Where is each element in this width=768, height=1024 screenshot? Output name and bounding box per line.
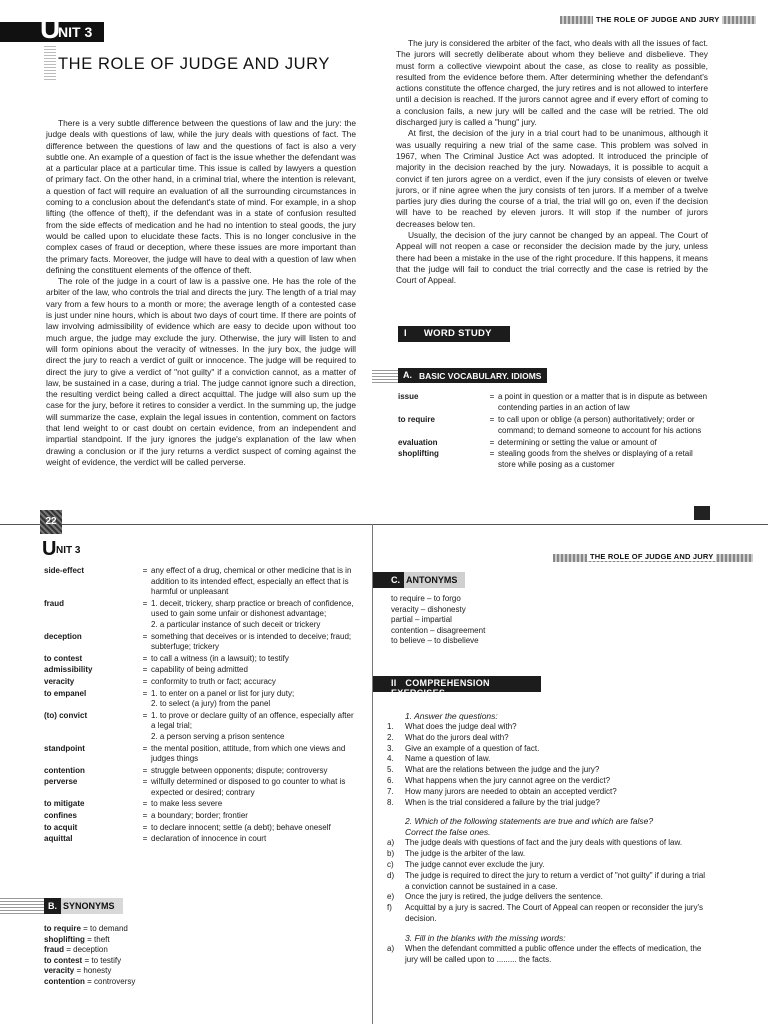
question-number: 3. <box>387 743 394 753</box>
section-number: I <box>404 328 407 339</box>
equals-sign: = <box>142 799 148 809</box>
section-title: WORD STUDY <box>423 328 492 339</box>
vocab-def: conformity to truth or fact; accuracy <box>151 676 276 686</box>
vocab-entry <box>44 744 359 765</box>
vocab-def: to declare innocent; settle (a debt); behave oneself <box>151 822 331 832</box>
antonyms-heading <box>373 572 465 588</box>
vocab-term: issue <box>398 392 419 401</box>
synonym-entry: shoplifting = theft <box>44 934 110 944</box>
question-number: a) <box>387 943 395 953</box>
equals-sign: = <box>142 765 148 775</box>
vocab-entry <box>44 777 359 798</box>
vocab-entry <box>44 566 359 598</box>
paragraph: The role of the judge in a court of law is a passive one. He has the role of the arbiter of the law, who controls the trial and directs the jury. The length of a trial may vary from a few hours to a month or more; the average length of a contested case is just under nine hours, which is about two days of court time. If there are points of law involving admissibility of evidence which are easy to decide upon without too much argue, the judge may exclude the jury. Otherwise, the jury will listen to and will form opinions about the veracity of witnesses. In the jury box, the judge will direct the jury to reach a verdict of guilt or innocence. The judge will be required to direct the jury to give a verdict of "not guilty" if a conviction cannot, as a matter of law, be sustained in a case, during a trial. The judge cannot ignore such a direction, the resulting verdict being called a direct acquittal. The judge will also sum up the case for the jury, before it retires to consider a verdict. In the summing up, the judge will summarize the case, explain the legal issues in contention, comment on factors that lend weight to or cast doubt on certain evidence, from an independent and impartial standpoint. If the jury ignores the judge's explanation of the law when drawing a conclusion or if the jury returns a verdict suspect of coming against the weight of evidence, the verdict will be called perverse. <box>46 276 356 467</box>
vocab-entry: shoplifting = stealing goods from the shelves or displaying of a retail store while posing as a customer <box>398 449 710 470</box>
question-number: 8. <box>387 797 394 807</box>
question-number: 6. <box>387 775 394 785</box>
equals-sign: = <box>142 653 148 663</box>
vocab-def: any effect of a drug, chemical or other medicine that is in addition to its intended effect, especially an effect that is harmful or unpleasant <box>151 566 352 597</box>
question-item <box>387 849 707 860</box>
vocab-def: to call a witness (in a lawsuit); to testify <box>151 653 289 663</box>
antonym-entry: to believe – to disbelieve <box>391 636 479 645</box>
vocab-def: 1. to prove or declare guilty of an offence, especially after a legal trial; 2. a person serving a prison sentence <box>151 710 354 741</box>
vocab-term: aquittal <box>44 834 73 844</box>
exercise-1-list <box>387 722 707 808</box>
vocab-list-top <box>398 392 710 470</box>
vocab-term: deception <box>44 631 82 641</box>
question-number: d) <box>387 870 395 880</box>
question-text: The judge deals with questions of fact and the jury deals with questions of law. <box>405 838 683 848</box>
vocab-def: something that deceives or is intended to deceive; fraud; subterfuge; trickery <box>151 631 352 652</box>
syn-title: SYNONYMS <box>63 901 115 911</box>
syn-letter: B. <box>48 901 57 911</box>
question-item <box>387 798 707 809</box>
vocab-entry <box>44 599 359 631</box>
vocab-def: stealing goods from the shelves or displaying of a retail store while posing as a customer <box>498 448 693 469</box>
question-text: The judge is the arbiter of the law. <box>405 849 526 859</box>
question-text: Give an example of a question of fact. <box>405 743 540 753</box>
question-number: 1. <box>387 722 394 731</box>
running-header: THE ROLE OF JUDGE AND JURY <box>593 15 722 24</box>
vocab-def: determining or setting the value or amount of <box>498 438 657 448</box>
equals-sign: = <box>142 566 148 575</box>
vocab-term: perverse <box>44 777 78 787</box>
antonym-entry: contention – disagreement <box>391 625 486 635</box>
paragraph: At first, the decision of the jury in a trial court had to be unanimous, although it was usually requiring a new trial of the same case. This problem was solved in 1967, when The Criminal Justice Act was adopted. It introduced the principle of majority in the decision reached by the jury. Nowadays, it is possible to acquit a convict if ten jurors agree on a verdict, even if the jury consists of eleven or twelve jurors, or if nine agree when the jury consists of ten jurors. If a member of a twelve parties jury dies during the course of a trial, the trial will go on, even if the decision will have to be reached by eleven jurors. It will stop if the number of jurors decreases below ten. <box>396 128 708 229</box>
question-number: f) <box>387 903 392 913</box>
left-column <box>46 118 356 468</box>
unit-initial: U <box>40 13 61 44</box>
vocab-term: confines <box>44 811 77 821</box>
vocab-entry <box>44 711 359 743</box>
bottom-right-page <box>373 524 768 1024</box>
synonym-entry: to require = to demand <box>44 924 128 933</box>
word-study-heading <box>398 326 510 342</box>
synonym-entry: fraud = deception <box>44 945 108 954</box>
question-item <box>387 754 707 765</box>
section-number: II <box>391 678 397 688</box>
page-title: THE ROLE OF JUDGE AND JURY <box>58 55 331 73</box>
synonym-entry: veracity = honesty <box>44 966 112 975</box>
vocab-term: to mitigate <box>44 799 85 809</box>
equals-sign: = <box>142 631 148 641</box>
question-item <box>387 903 707 925</box>
question-item <box>387 733 707 744</box>
vocab-def: 1. to enter on a panel or list for jury duty; 2. to select (a jury) from the panel <box>151 688 295 709</box>
vocab-def: to make less severe <box>151 799 223 809</box>
paragraph: There is a very subtle difference between the questions of law and the jury: the judge deals with questions of law, while the jury deals with questions of fact. The difference between the questions of law and the questions of fact is also a very subtle one. An example of a question of fact is the issue whether the defendant was at a particular place at a particular time. This issue is called by lawyers a question of primary fact. On the other hand, in a criminal trial, where the intention is relevant, a question of fact will require an evaluation of all the surrounding circumstances in coming to a conclusion about the defendant's state of mind. For example, in a shop lifting (the offence of theft), if the defendant was in a state of confusion resulted from the side effects of medication and he had no intention to steal goods, the jury would be called upon to elucidate these facts. This is no longer conclusive in the complex cases of fraud or deception, where these issues are more important than the primary facts. Moreover, the judge will have to deal with a question of law when defining the constituent elements of the offence of theft. <box>46 118 356 275</box>
equals-sign: = <box>142 822 148 832</box>
question-item <box>387 944 707 966</box>
vocab-def: the mental position, attitude, from which one views and judges things <box>151 743 346 764</box>
question-text: Name a question of law. <box>405 754 491 764</box>
vocab-term: evaluation <box>398 438 438 448</box>
vocab-def: wilfully determined or disposed to go counter to what is expected or desired; contrary <box>151 777 346 797</box>
vocab-entry: to require = to call upon or oblige (a person) authoritatively; order or command; to demand someone to account for his actions <box>398 415 710 436</box>
question-number: 5. <box>387 765 394 775</box>
vocab-def: struggle between opponents; dispute; controversy <box>151 765 328 775</box>
question-item <box>387 722 707 733</box>
question-item <box>387 838 707 849</box>
vocab-def: 1. deceit, trickery, sharp practice or breach of confidence, used to gain some unfair or dishonest advantage; 2. a particular instance of such deceit or trickery <box>151 598 354 629</box>
vocab-list-body <box>44 566 359 845</box>
vocab-def: capability of being admitted <box>151 665 248 675</box>
vocab-entry <box>44 799 359 810</box>
vocab-entry <box>44 834 359 845</box>
equals-sign: = <box>142 676 148 686</box>
question-number: b) <box>387 849 395 859</box>
bottom-left-page <box>0 516 372 1024</box>
question-item <box>387 871 707 893</box>
running-header: THE ROLE OF JUDGE AND JURY <box>587 552 716 561</box>
vocab-term: to acquit <box>44 822 78 832</box>
vocab-def: a boundary; border; frontier <box>151 811 248 821</box>
question-item <box>387 765 707 776</box>
antonym-entry: partial – impartial <box>391 615 452 624</box>
question-item <box>387 787 707 798</box>
vocab-entry <box>44 665 359 676</box>
right-column <box>396 38 708 287</box>
vocab-def: a point in question or a matter that is in dispute as between contending parties in an action of law <box>498 392 708 412</box>
page-number <box>40 510 62 534</box>
question-number: 7. <box>387 786 394 796</box>
question-text: How many jurors are needed to obtain an accepted verdict? <box>405 786 617 796</box>
question-item <box>387 860 707 871</box>
question-number: 4. <box>387 754 394 764</box>
vocab-def: declaration of innocence in court <box>151 834 267 844</box>
vocab-entry <box>44 689 359 710</box>
vocab-heading <box>372 368 547 383</box>
question-text: The judge is required to direct the jury to return a verdict of "not guilty" if during a trial a conviction cannot be sustained in a case. <box>405 870 706 891</box>
equals-sign: = <box>142 834 148 844</box>
paragraph: Usually, the decision of the jury cannot be changed by an appeal. The Court of Appeal will not reopen a case or reconsider the decision made by the jury, unless there had been a mistake in the use of the right procedure. If this happens, it means that the judge will fail to conduct the trial correctly and the case is retried by the Court of Appeal. <box>396 230 708 286</box>
vocab-def: to call upon or oblige (a person) authoritatively; order or command; to demand someone to account for his actions <box>498 415 702 435</box>
equals-sign: = <box>142 811 148 821</box>
vocab-term: standpoint <box>44 743 85 753</box>
question-text: What do the jurors deal with? <box>405 732 509 742</box>
vocab-entry: issue = a point in question or a matter that is in dispute as between contending parties in an action of law <box>398 392 710 413</box>
equals-sign: = <box>142 598 148 608</box>
vocab-term: veracity <box>44 676 75 686</box>
antonym-entry: to require – to forgo <box>391 594 461 603</box>
antonym-list <box>391 594 651 647</box>
vocab-term: side-effect <box>44 566 85 575</box>
equals-sign: = <box>142 777 148 787</box>
ant-letter: C. <box>391 575 400 585</box>
vocab-entry <box>44 766 359 777</box>
synonym-entry: to contest = to testify <box>44 955 122 965</box>
question-number: e) <box>387 892 395 902</box>
unit-label: NIT 3 <box>56 545 81 556</box>
equals-sign: = <box>142 743 148 753</box>
unit-label: NIT 3 <box>58 24 93 40</box>
exercises <box>387 710 707 965</box>
question-number: a) <box>387 838 395 848</box>
vocab-term: (to) convict <box>44 710 88 720</box>
question-item <box>387 744 707 755</box>
comprehension-heading <box>373 676 541 698</box>
question-text: When is the trial considered a failure by the trial judge? <box>405 797 600 807</box>
question-text: What does the judge deal with? <box>405 722 517 731</box>
vocab-entry <box>44 677 359 688</box>
question-number: 2. <box>387 732 394 742</box>
question-item <box>387 892 707 903</box>
vocab-entry <box>44 632 359 653</box>
vocab-entry: evaluation = determining or setting the value or amount of <box>398 438 710 449</box>
antonym-entry: veracity – dishonesty <box>391 604 466 614</box>
question-text: When the defendant committed a public offence under the effects of medication, the jury will be called upon to ......... the facts. <box>405 943 702 964</box>
fold-mark <box>694 506 710 520</box>
synonym-list <box>44 924 304 987</box>
paragraph: The jury is considered the arbiter of the fact, who deals with all the issues of fact. The jurors will secretly deliberate about whom they believe and disbelieve. They must form a collective viewpoint about the case, as close to reality as possible, resulted from the evidence before them. After determining whether the defendant's actions constitute the offence charged, the jury retires and is not allowed to interfere until a decision is reached. If the jurors cannot agree and if every effort of coming to a conclusion fails, a new jury will be called and the case will be retried. The old discharged jury is called a "hung" jury. <box>396 38 708 128</box>
vocab-entry <box>44 654 359 665</box>
section-title: COMPREHENSION EXERCISES <box>391 678 490 698</box>
vocab-entry <box>44 823 359 834</box>
synonym-entry: contention = controversy <box>44 976 136 986</box>
unit-initial: U <box>42 538 57 560</box>
question-text: Acquittal by a jury is sacred. The Court of Appeal can reopen or reconsider the jury's decision. <box>405 903 703 923</box>
exercise-2-list <box>387 838 707 924</box>
ant-title: ANTONYMS <box>406 575 458 585</box>
exercise-3-title: 3. Fill in the blanks with the missing words: <box>405 932 566 943</box>
vocab-term: admissibility <box>44 665 93 675</box>
equals-sign: = <box>142 688 148 698</box>
vocab-term: shoplifting <box>398 448 439 458</box>
vocab-letter: A. <box>403 370 412 380</box>
page-number-text: 22 <box>45 516 57 527</box>
question-text: What happens when the jury cannot agree on the verdict? <box>405 775 611 785</box>
question-text: The judge cannot ever exclude the jury. <box>405 859 545 869</box>
exercise-3-list <box>387 944 707 966</box>
vocab-term: to contest <box>44 653 83 663</box>
question-item <box>387 776 707 787</box>
exercise-2-subtitle: Correct the false ones. <box>405 827 491 838</box>
question-number: c) <box>387 859 394 869</box>
synonyms-heading <box>0 898 123 914</box>
vocab-term: fraud <box>44 598 64 608</box>
vocab-term: to empanel <box>44 688 87 698</box>
equals-sign: = <box>142 710 148 720</box>
vocab-title: BASIC VOCABULARY. IDIOMS <box>419 371 542 381</box>
exercise-2-title: 2. Which of the following statements are true and which are false? <box>405 816 654 827</box>
question-text: Once the jury is retired, the judge delivers the sentence. <box>405 892 603 902</box>
vocab-entry <box>44 811 359 822</box>
exercise-1-title: 1. Answer the questions: <box>405 711 498 721</box>
vocab-list <box>44 566 359 846</box>
vocab-term: to require <box>398 415 435 425</box>
vocab-term: contention <box>44 765 85 775</box>
equals-sign: = <box>142 665 148 675</box>
title-shade <box>44 46 56 80</box>
question-text: What are the relations between the judge and the jury? <box>405 765 600 775</box>
